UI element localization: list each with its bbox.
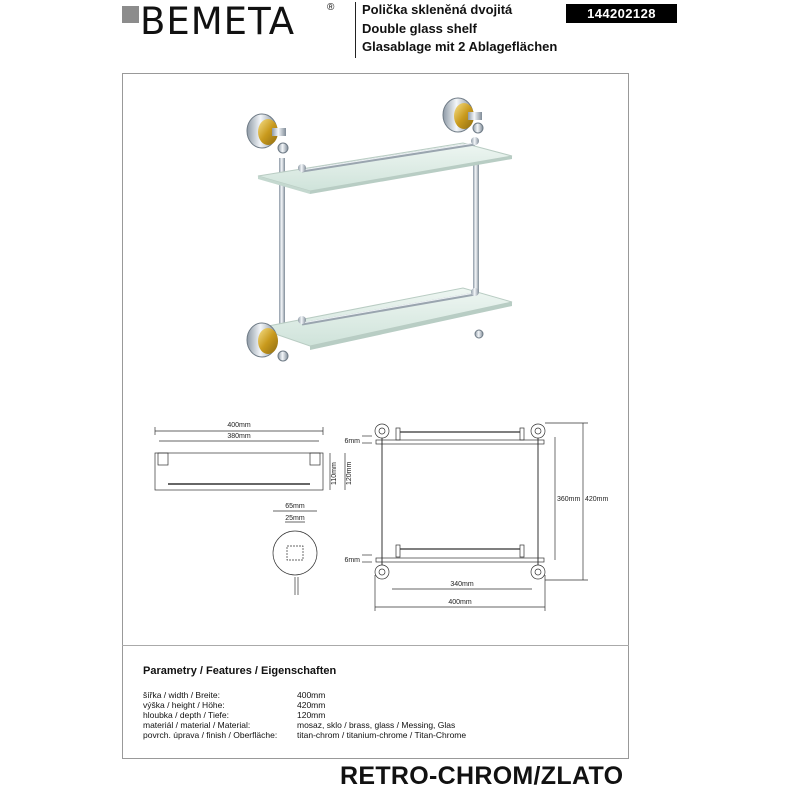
right-post — [473, 150, 479, 300]
dim-6-bottom: 6mm — [344, 557, 360, 564]
param-label: hloubka / depth / Tiefe: — [143, 710, 230, 720]
product-title-de: Glasablage mit 2 Ablageflächen — [362, 39, 558, 54]
product-title-block — [362, 1, 557, 57]
dim-120: 120mm — [346, 461, 353, 485]
dim-6-top: 6mm — [344, 438, 360, 445]
dim-65: 65mm — [285, 503, 305, 510]
dim-110: 110mm — [331, 462, 338, 485]
brand-logo: BEMETA — [140, 0, 296, 43]
logo-square — [122, 6, 139, 23]
rosette-top-left — [247, 114, 288, 153]
param-label: šířka / width / Breite: — [143, 690, 220, 700]
params-title: Parametry / Features / Eigenschaften — [143, 665, 337, 677]
param-value: 420mm — [297, 700, 326, 710]
param-value: titan-chrom / titanium-chrome / Titan-Chrome — [297, 730, 467, 740]
dim-340: 340mm — [450, 581, 474, 588]
param-value: 400mm — [297, 690, 326, 700]
side-bottom-shelf — [376, 558, 544, 562]
registered-mark: ® — [327, 2, 335, 13]
side-top-shelf — [376, 440, 544, 444]
technical-drawing — [140, 415, 609, 615]
product-title-cz: Polička skleněná dvojitá — [362, 2, 513, 17]
param-label: materiál / material / Material: — [143, 720, 251, 730]
param-label: povrch. úprava / finish / Oberfläche: — [143, 730, 278, 740]
param-label: výška / height / Höhe: — [143, 700, 225, 710]
product-illustration — [240, 88, 540, 378]
header-divider — [355, 2, 356, 58]
dim-400-side: 400mm — [448, 599, 472, 606]
product-title-en: Double glass shelf — [362, 20, 477, 36]
dim-25: 25mm — [285, 515, 305, 522]
dim-360: 360mm — [557, 496, 581, 503]
params-divider — [122, 645, 629, 646]
rosette-top-right — [443, 98, 483, 133]
bottom-glass — [258, 288, 512, 346]
dim-380: 380mm — [227, 433, 251, 440]
rosette-detail — [273, 531, 317, 575]
param-value: mosaz, sklo / brass, glass / Messing, Glas — [297, 720, 456, 730]
product-code-badge: 144202128 — [566, 4, 677, 23]
param-value: 120mm — [297, 710, 326, 720]
collection-title: RETRO-CHROM/ZLATO — [340, 762, 624, 790]
dim-400-front: 400mm — [227, 422, 251, 429]
dim-420: 420mm — [585, 496, 609, 503]
